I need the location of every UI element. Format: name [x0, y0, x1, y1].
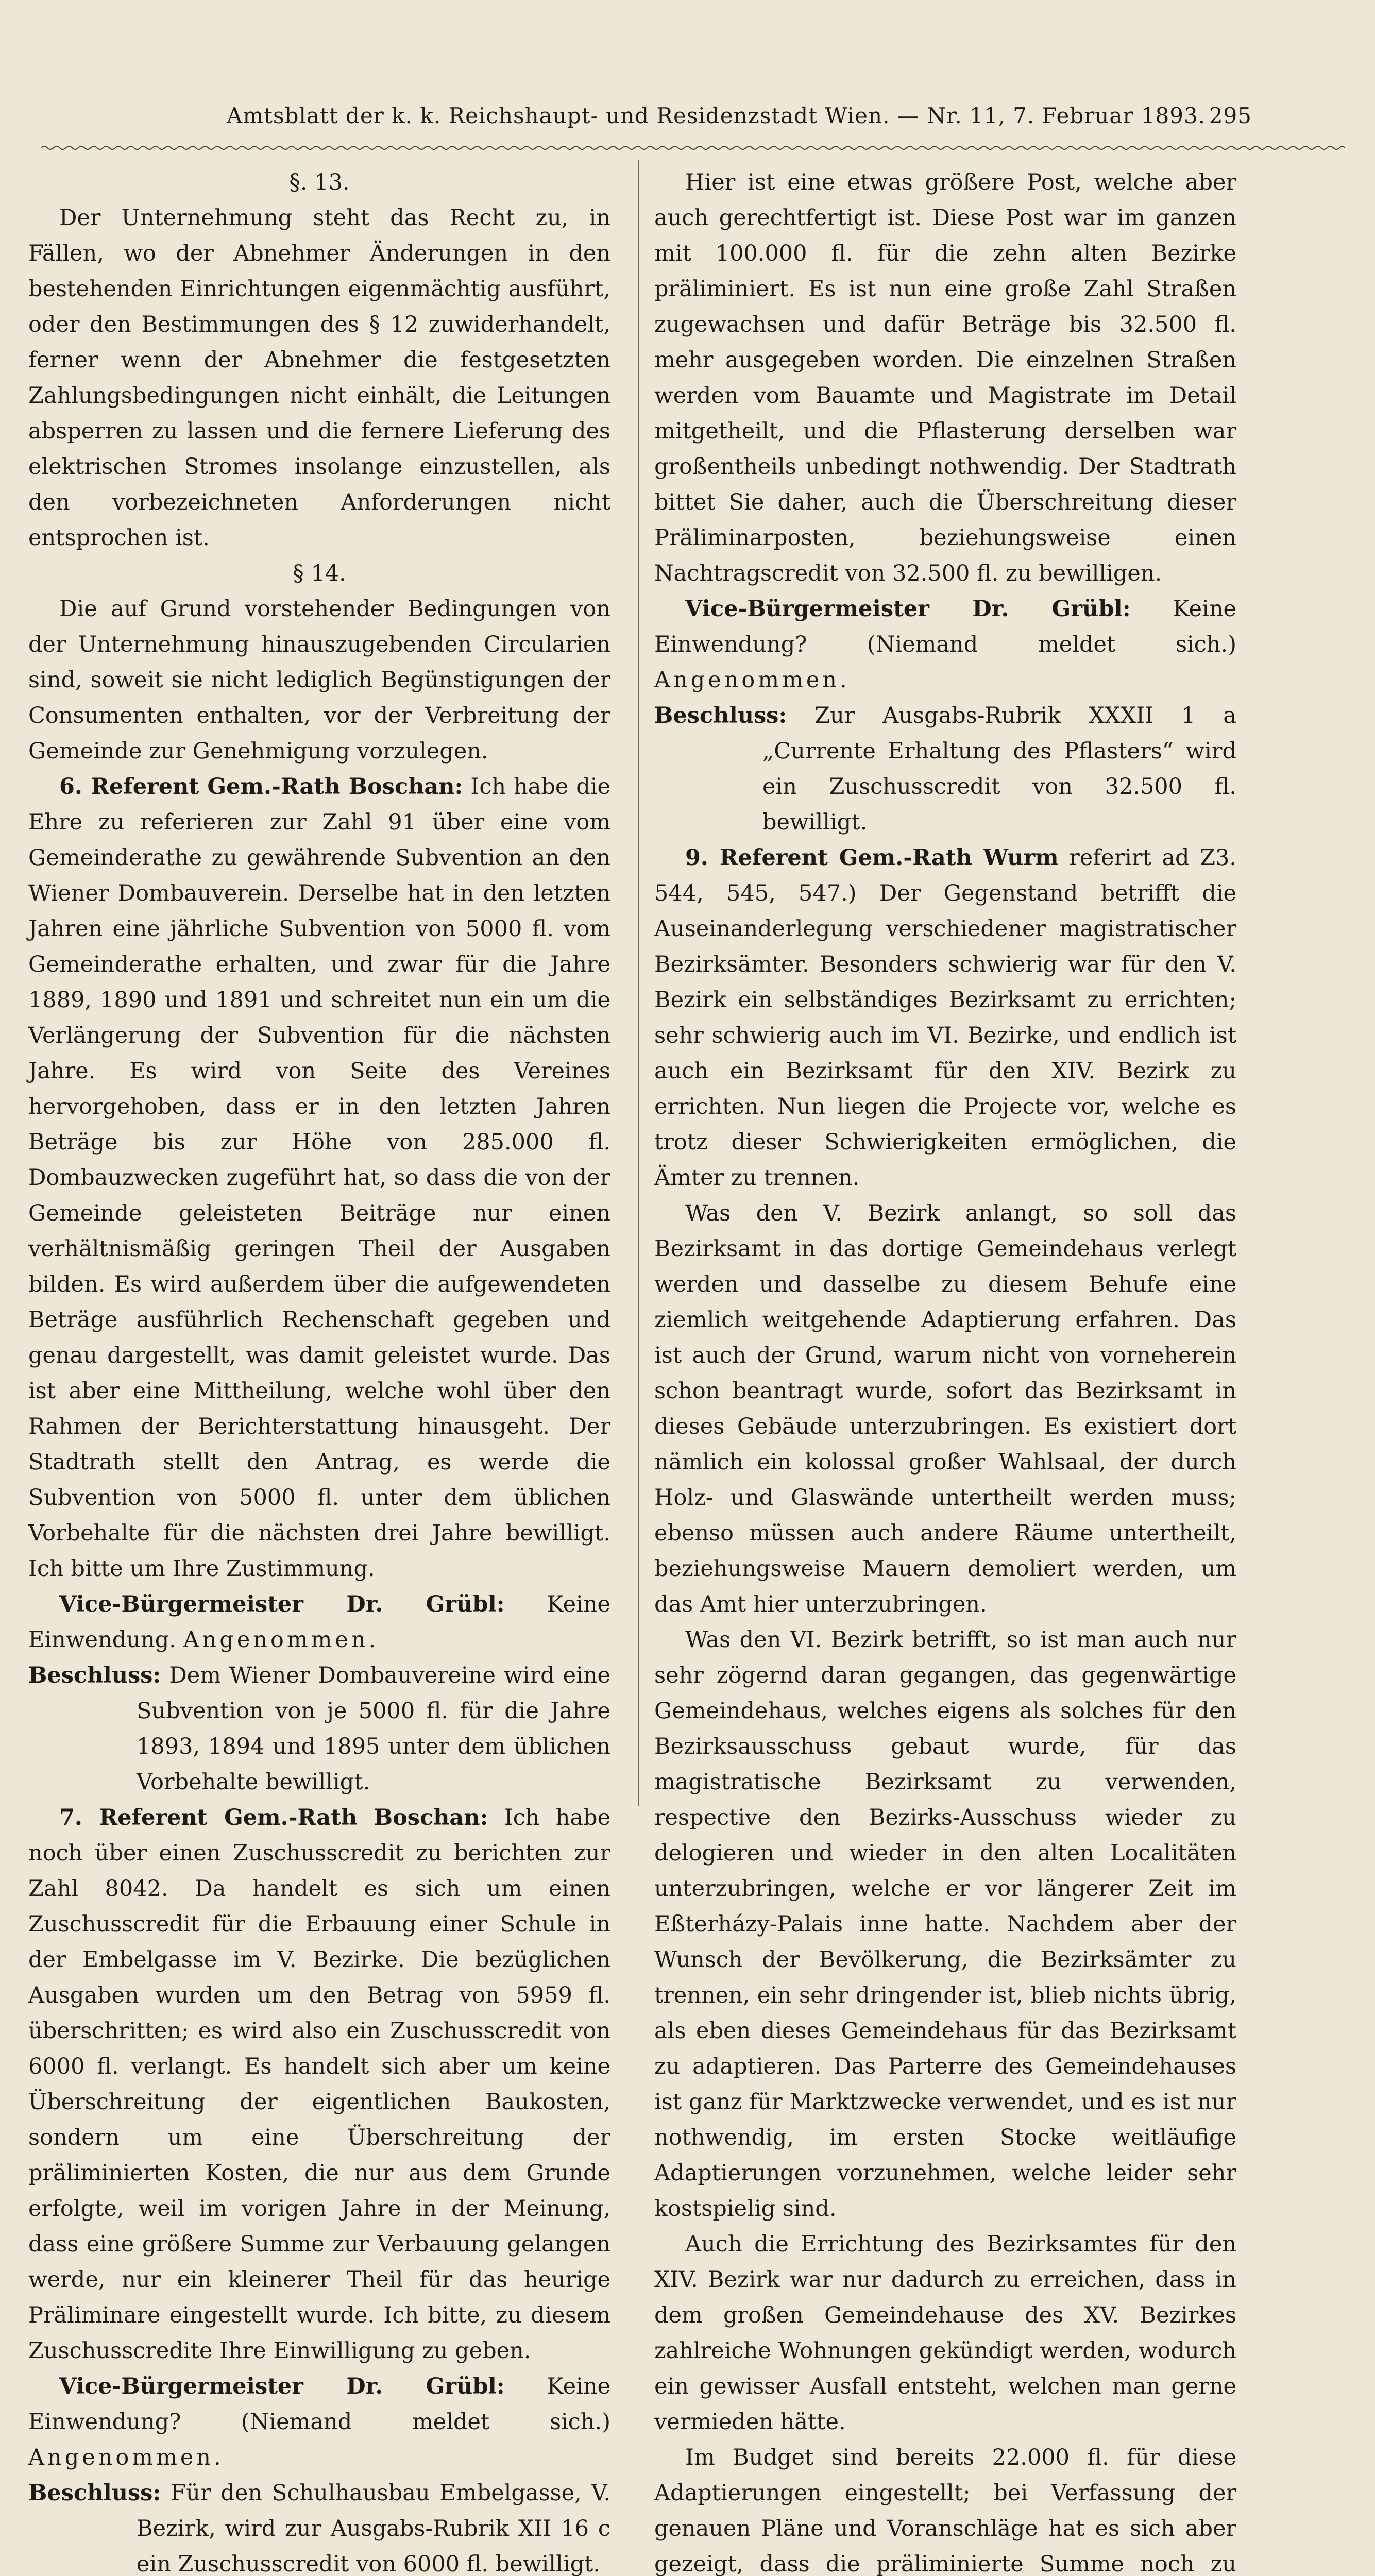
resolution-2	[28, 2476, 610, 2576]
section-13-heading: §. 13.	[289, 170, 350, 195]
item-9	[654, 840, 1236, 1196]
item-6-speaker: 6. Referent Gem.-Rath Boschan:	[59, 774, 463, 800]
right-paragraph-2: Was den V. Bezirk anlangt, so soll das Bezirksamt in das dortige Gemeindehaus verlegt werden und dasselbe zu diesem Behufe eine ziemlich weitgehende Adaptierung erfahren. Das ist auch der Grund, warum nicht von vorneherein schon beantragt wurde, sofort das Bezirksamt in dieses Gebäude unterzubringen. Es existiert dort nämlich ein kolossal großer Wahlsaal, der durch Holz- und Glaswände untertheilt werden muss; ebenso müssen auch andere Räume untertheilt, beziehungsweise Mauern demoliert werden, um das Amt hier unterzubringen.	[654, 1200, 1236, 1617]
vice-mayor-2-result: Angenommen.	[28, 2445, 224, 2470]
resolution-2-label: Beschluss:	[28, 2480, 161, 2506]
vice-mayor-1-speaker: Vice-Bürgermeister Dr. Grübl:	[59, 1591, 505, 1617]
item-6-text: Ich habe die Ehre zu referieren zur Zahl 91 über eine vom Gemeinderathe zu gewährende Subvention an den Wiener Dombauverein. Derselbe hat in den letzten Jahren eine jährliche Subvention von 5000 fl. vom Gemeinderathe erhalten, und zwar für die Jahre 1889, 1890 und 1891 und schreitet nun ein um die Verlängerung der Subvention für die nächsten Jahre. Es wird von Seite des Vereines hervorgehoben, dass er in den letzten Jahren Beträge bis zur Höhe von 285.000 fl. Dombauzwecken zugeführt hat, so dass die von der Gemeinde geleisteten Beiträge nur einen verhältnismäßig geringen Theil der Ausgaben bilden. Es wird außerdem über die aufgewendeten Beträge ausführlich Rechenschaft gegeben und genau dargestellt, was damit geleistet wurde. Das ist aber eine Mittheilung, welche wohl über den Rahmen der Berichterstattung hinausgeht. Der Stadtrath stellt den Antrag, es werde die Subvention von 5000 fl. unter dem üblichen Vorbehalte für die nächsten drei Jahre bewilligt. Ich bitte um Ihre Zustimmung.	[28, 774, 610, 1582]
left-column	[28, 165, 610, 2576]
resolution-3	[654, 698, 1236, 840]
section-14-heading: § 14.	[293, 561, 346, 586]
item-6	[28, 769, 610, 1587]
item-9-text: referirt ad Z3. 544, 545, 547.) Der Gegenstand betrifft die Auseinanderlegung verschiedener magistratischer Bezirksämter. Besonders schwierig war für den V. Bezirk ein selbständiges Bezirksamt zu errichten; sehr schwierig auch im VI. Bezirke, und endlich ist auch ein Bezirksamt für den XIV. Bezirk zu errichten. Nun liegen die Projecte vor, welche es trotz dieser Schwierigkeiten ermöglichen, die Ämter zu trennen.	[654, 845, 1236, 1191]
vice-mayor-2-speaker: Vice-Bürgermeister Dr. Grübl:	[59, 2374, 505, 2399]
resolution-1	[28, 1658, 610, 1800]
column-divider	[638, 160, 639, 1806]
resolution-3-text: Zur Ausgabs-Rubrik XXXII 1 a „Currente Erhaltung des Pflasters“ wird ein Zuschusscredit von 32.500 fl. bewilligt.	[762, 703, 1236, 835]
page-header	[227, 103, 1252, 139]
section-14-text: Die auf Grund vorstehender Bedingungen von der Unternehmung hinauszugebenden Circularien sind, soweit sie nicht lediglich Begünstigungen der Consumenten enthalten, vor der Verbreitung der Gemeinde zur Genehmigung vorzulegen.	[28, 596, 610, 764]
vice-mayor-3-text: Keine Einwendung? (Niemand meldet sich.)	[654, 596, 1236, 657]
vice-mayor-1	[28, 1587, 610, 1658]
item-9-speaker: 9. Referent Gem.-Rath Wurm	[685, 845, 1059, 871]
right-paragraph-5: Im Budget sind bereits 22.000 fl. für diese Adaptierungen eingestellt; bei Verfassung der genauen Pläne und Voranschläge hat es sich aber gezeigt, dass die präliminierte Summe noch zu	[654, 2445, 1236, 2576]
vice-mayor-2-text: Keine Einwendung? (Niemand meldet sich.)	[28, 2374, 610, 2435]
right-paragraph-3: Was den VI. Bezirk betrifft, so ist man auch nur sehr zögernd daran gegangen, das gegenwärtige Gemeindehaus, welches eigens als solches für den Bezirksausschuss gebaut wurde, für das magistratische Bezirksamt zu verwenden, respective den Bezirks-Ausschuss wieder zu delogieren und wieder in den alten Localitäten unterzubringen, welche er vor längerer Zeit im Eßterházy-Palais inne hatte. Nachdem aber der Wunsch der Bevölkerung, die Bezirksämter zu trennen, ein sehr dringender ist, blieb nichts übrig, als eben dieses Gemeindehaus für das Bezirksamt zu adaptieren. Das Parterre des Gemeindehauses ist ganz für Marktzwecke verwendet, und es ist nur nothwendig, im ersten Stocke weitläufige Adaptierungen vorzunehmen, welche leider sehr kostspielig sind.	[654, 1627, 1236, 2222]
vice-mayor-1-text: Keine Einwendung.	[28, 1591, 610, 1653]
right-column	[654, 165, 1236, 2576]
vice-mayor-3-speaker: Vice-Bürgermeister Dr. Grübl:	[685, 596, 1131, 622]
resolution-3-label: Beschluss:	[654, 703, 787, 728]
vice-mayor-3	[654, 591, 1236, 698]
resolution-2-text: Für den Schulhausbau Embelgasse, V. Bezirk, wird zur Ausgabs-Rubrik XII 16 c ein Zuschusscredit von 6000 fl. bewilligt.	[137, 2480, 611, 2576]
resolution-1-label: Beschluss:	[28, 1663, 161, 1688]
section-13-text: Der Unternehmung steht das Recht zu, in Fällen, wo der Abnehmer Änderungen in den bestehenden Einrichtungen eigenmächtig ausführt, oder den Bestimmungen des § 12 zuwiderhandelt, ferner wenn der Abnehmer die festgesetzten Zahlungsbedingungen nicht einhält, die Leitungen absperren zu lassen und die fernere Lieferung des elektrischen Stromes insolange einzustellen, als den vorbezeichneten Anforderungen nicht entsprochen ist.	[28, 205, 610, 551]
item-7	[28, 1800, 610, 2369]
right-paragraph-1: Hier ist eine etwas größere Post, welche aber auch gerechtfertigt ist. Diese Post war im ganzen mit 100.000 fl. für die zehn alten Bezirke präliminiert. Es ist nun eine große Zahl Straßen zugewachsen und dafür Beträge bis 32.500 fl. mehr ausgegeben worden. Die einzelnen Straßen werden vom Bauamte und Magistrate im Detail mitgetheilt, und die Pflasterung derselben war großentheils unbedingt nothwendig. Der Stadtrath bittet Sie daher, auch die Überschreitung dieser Präliminarposten, beziehungsweise einen Nachtragscredit von 32.500 fl. zu bewilligen.	[654, 170, 1236, 586]
page-number: 295	[1209, 103, 1252, 128]
vice-mayor-1-result: Angenommen.	[183, 1627, 379, 1653]
running-title: Amtsblatt der k. k. Reichshaupt- und Residenzstadt Wien. — Nr. 11, 7. Februar 1893.	[227, 103, 1206, 128]
item-7-text: Ich habe noch über einen Zuschusscredit zu berichten zur Zahl 8042. Da handelt es sich um einen Zuschusscredit für die Erbauung einer Schule in der Embelgasse im V. Bezirke. Die bezüglichen Ausgaben wurden um den Betrag von 5959 fl. überschritten; es wird also ein Zuschusscredit von 6000 fl. verlangt. Es handelt sich aber um keine Überschreitung der eigentlichen Baukosten, sondern um eine Überschreitung der präliminierten Kosten, die nur aus dem Grunde erfolgte, weil im vorigen Jahre in der Meinung, dass eine größere Summe zur Verbauung gelangen werde, nur ein kleinerer Theil für das heurige Präliminare eingestellt wurde. Ich bitte, zu diesem Zuschusscredite Ihre Einwilligung zu geben.	[28, 1805, 611, 2364]
header-rule	[41, 144, 1345, 151]
vice-mayor-2	[28, 2369, 610, 2476]
item-7-speaker: 7. Referent Gem.-Rath Boschan:	[59, 1805, 488, 1831]
right-paragraph-4: Auch die Errichtung des Bezirksamtes für den XIV. Bezirk war nur dadurch zu erreichen, dass in dem großen Gemeindehause des XV. Bezirkes zahlreiche Wohnungen gekündigt werden, wodurch ein gewisser Ausfall entsteht, welchen man gerne vermieden hätte.	[654, 2231, 1236, 2435]
resolution-1-text: Dem Wiener Dombauvereine wird eine Subvention von je 5000 fl. für die Jahre 1893, 1894 und 1895 unter dem üblichen Vorbehalte bewilligt.	[137, 1663, 610, 1795]
vice-mayor-3-result: Angenommen.	[654, 667, 850, 693]
